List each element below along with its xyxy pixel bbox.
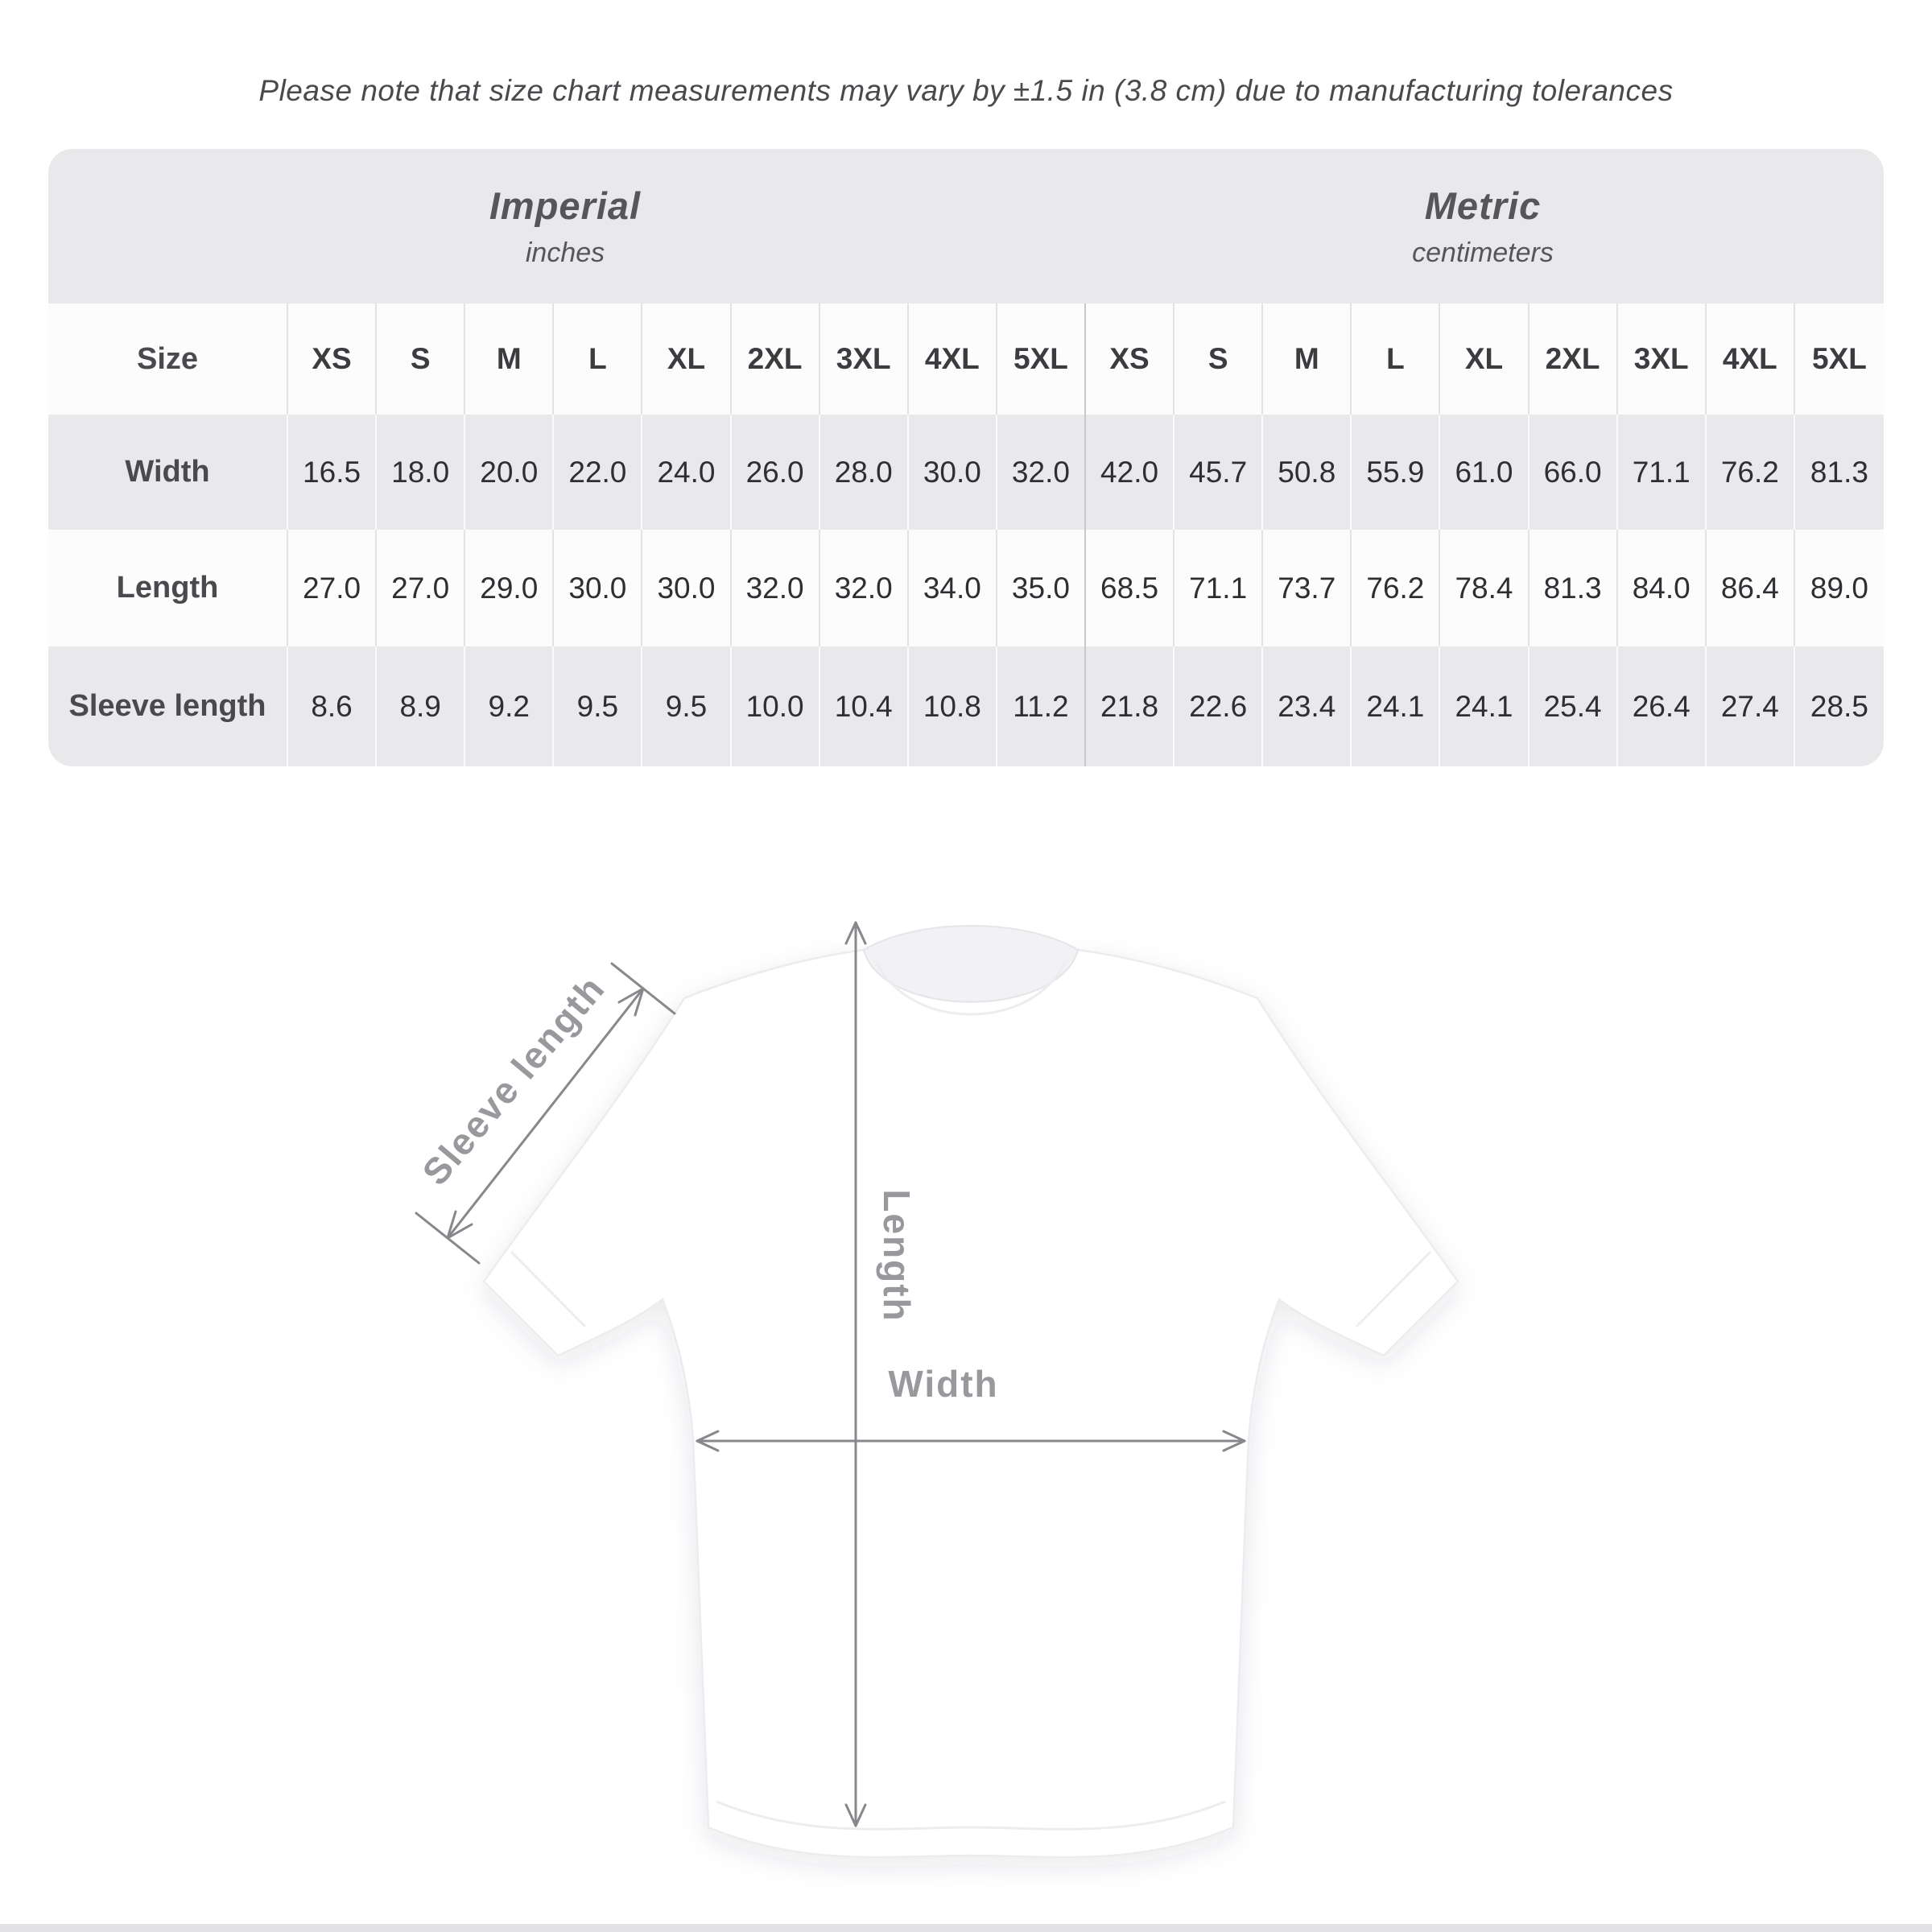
value-cell: 23.4 bbox=[1263, 646, 1352, 766]
imperial-title: Imperial bbox=[489, 184, 642, 227]
value-cell: 10.0 bbox=[732, 646, 820, 766]
value-cell: 68.5 bbox=[1086, 530, 1174, 646]
sleeve-length-label: Sleeve length bbox=[414, 967, 613, 1193]
bottom-edge-shadow bbox=[0, 1924, 1932, 1932]
size-cell: XS bbox=[288, 303, 377, 415]
value-cell: 22.0 bbox=[554, 415, 642, 530]
size-cell: 5XL bbox=[1812, 342, 1867, 375]
value-cell: 10.8 bbox=[909, 646, 997, 766]
value-cell: 34.0 bbox=[909, 530, 997, 646]
value-cell: 10.4 bbox=[820, 646, 909, 766]
value-cell: 66.0 bbox=[1530, 415, 1618, 530]
size-cell: L bbox=[554, 303, 642, 415]
metric-title: Metric bbox=[1424, 184, 1542, 227]
row-label-length: Length bbox=[48, 530, 288, 646]
value-cell: 30.0 bbox=[642, 530, 731, 646]
value-cell: 73.7 bbox=[1263, 530, 1352, 646]
row-label-size: Size bbox=[48, 303, 288, 415]
value-cell: 9.2 bbox=[465, 646, 554, 766]
size-cell: 2XL bbox=[732, 303, 820, 415]
value-cell: 29.0 bbox=[465, 530, 554, 646]
value-cell: 45.7 bbox=[1174, 415, 1263, 530]
size-cell: XL bbox=[1440, 303, 1529, 415]
value-cell: 22.6 bbox=[1174, 646, 1263, 766]
value-cell: 26.4 bbox=[1618, 646, 1707, 766]
value-cell: 84.0 bbox=[1618, 530, 1707, 646]
tolerance-note: Please note that size chart measurements may vary by ±1.5 in (3.8 cm) due to manufacturing tolerances bbox=[258, 74, 1674, 107]
value-cell: 81.3 bbox=[1530, 530, 1618, 646]
imperial-subtitle: inches bbox=[525, 237, 605, 268]
value-cell: 9.5 bbox=[642, 646, 731, 766]
value-cell: 78.4 bbox=[1440, 530, 1529, 646]
size-cell: XS bbox=[1086, 303, 1174, 415]
value-cell: 27.0 bbox=[288, 530, 377, 646]
width-label: Width bbox=[888, 1363, 999, 1405]
value-cell: 8.6 bbox=[288, 646, 377, 766]
value-cell: 81.3 bbox=[1810, 455, 1868, 489]
value-cell: 28.5 bbox=[1810, 689, 1868, 723]
value-cell: 86.4 bbox=[1707, 530, 1795, 646]
value-cell: 16.5 bbox=[288, 415, 377, 530]
value-cell: 24.1 bbox=[1352, 646, 1440, 766]
value-cell: 32.0 bbox=[820, 530, 909, 646]
size-cell: L bbox=[1352, 303, 1440, 415]
size-cell: M bbox=[465, 303, 554, 415]
value-cell: 30.0 bbox=[909, 415, 997, 530]
value-cell: 24.1 bbox=[1440, 646, 1529, 766]
size-cell: 4XL bbox=[909, 303, 997, 415]
value-cell: 50.8 bbox=[1263, 415, 1352, 530]
value-cell: 27.0 bbox=[377, 530, 465, 646]
value-cell: 9.5 bbox=[554, 646, 642, 766]
size-cell: S bbox=[1174, 303, 1263, 415]
value-cell: 26.0 bbox=[732, 415, 820, 530]
length-label: Length bbox=[876, 1189, 918, 1323]
value-cell: 24.0 bbox=[642, 415, 731, 530]
size-cell: 3XL bbox=[1618, 303, 1707, 415]
value-cell: 32.0 bbox=[732, 530, 820, 646]
size-cell: 3XL bbox=[820, 303, 909, 415]
value-cell: 61.0 bbox=[1440, 415, 1529, 530]
row-label-sleeve-length: Sleeve length bbox=[48, 646, 288, 766]
value-cell: 21.8 bbox=[1086, 646, 1174, 766]
size-cell: 5XL bbox=[997, 303, 1086, 415]
value-cell: 89.0 bbox=[1810, 571, 1868, 605]
value-cell: 27.4 bbox=[1707, 646, 1795, 766]
value-cell: 71.1 bbox=[1174, 530, 1263, 646]
value-cell: 42.0 bbox=[1086, 415, 1174, 530]
value-cell: 28.0 bbox=[820, 415, 909, 530]
value-cell: 30.0 bbox=[554, 530, 642, 646]
value-cell: 71.1 bbox=[1618, 415, 1707, 530]
size-cell: XL bbox=[642, 303, 731, 415]
size-cell: 2XL bbox=[1530, 303, 1618, 415]
value-cell: 11.2 bbox=[997, 646, 1086, 766]
value-cell: 32.0 bbox=[997, 415, 1086, 530]
value-cell: 76.2 bbox=[1707, 415, 1795, 530]
value-cell: 35.0 bbox=[997, 530, 1086, 646]
value-cell: 20.0 bbox=[465, 415, 554, 530]
size-cell: M bbox=[1263, 303, 1352, 415]
value-cell: 76.2 bbox=[1352, 530, 1440, 646]
size-cell: 4XL bbox=[1707, 303, 1795, 415]
value-cell: 8.9 bbox=[377, 646, 465, 766]
size-cell: S bbox=[377, 303, 465, 415]
value-cell: 18.0 bbox=[377, 415, 465, 530]
row-label-width: Width bbox=[48, 415, 288, 530]
value-cell: 25.4 bbox=[1530, 646, 1618, 766]
value-cell: 55.9 bbox=[1352, 415, 1440, 530]
metric-subtitle: centimeters bbox=[1412, 237, 1554, 268]
